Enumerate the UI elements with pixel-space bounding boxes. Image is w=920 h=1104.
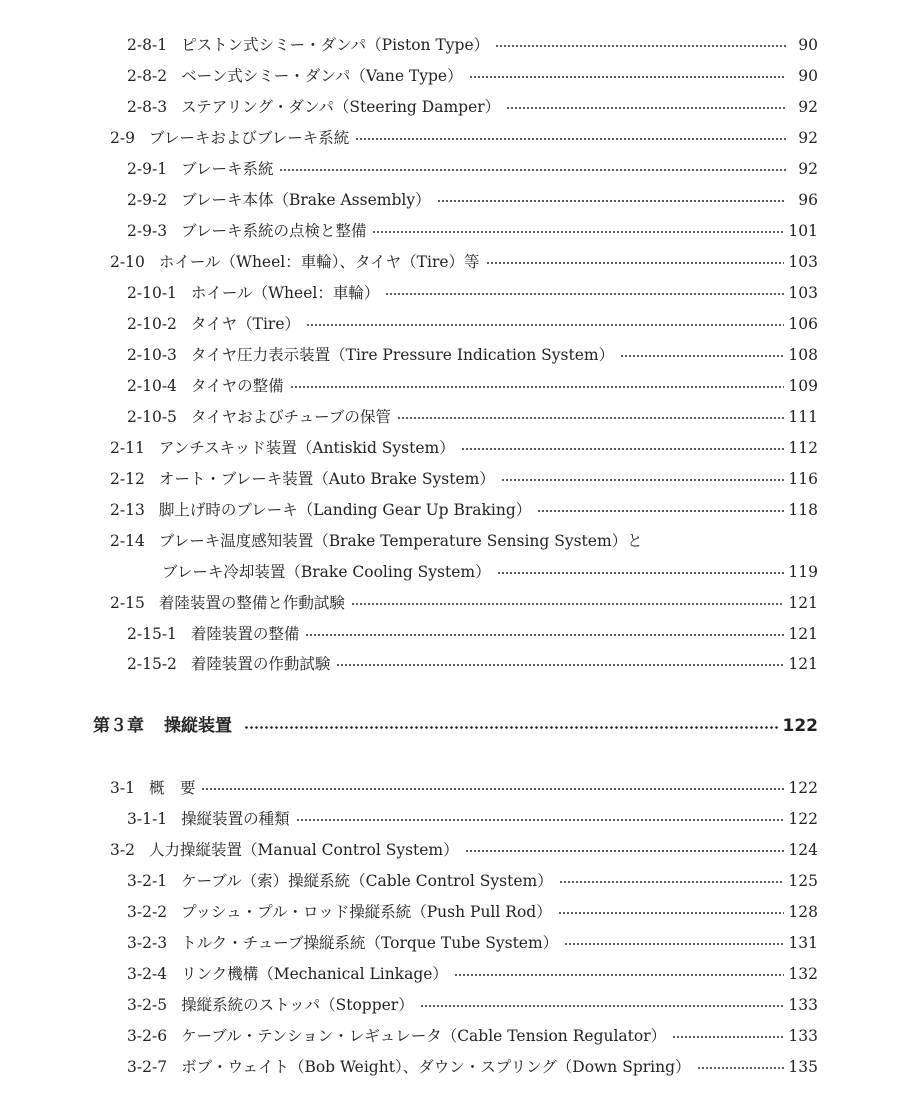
toc-entry bbox=[0, 591, 920, 615]
dot-leader bbox=[620, 355, 784, 357]
dot-leader bbox=[697, 1067, 785, 1069]
toc-entry bbox=[0, 776, 920, 800]
section-number: 2-12 bbox=[110, 470, 145, 488]
section-number: 2-13 bbox=[110, 501, 145, 519]
dot-leader bbox=[559, 881, 785, 883]
dot-leader bbox=[397, 417, 785, 419]
toc-entry-continuation bbox=[0, 560, 920, 584]
page-number: 124 bbox=[788, 841, 818, 859]
section-title: ブレーキおよびブレーキ系統 bbox=[148, 129, 350, 147]
dot-leader bbox=[244, 726, 779, 729]
section-title: 脚上げ時のブレーキ（Landing Gear Up Braking） bbox=[158, 501, 532, 519]
page-number: 92 bbox=[798, 98, 818, 116]
section-title: ブレーキ温度感知装置（Brake Temperature Sensing System）と bbox=[158, 532, 643, 550]
section-title: ホイール（Wheel：車輪）、タイヤ（Tire）等 bbox=[158, 253, 480, 271]
toc-entry bbox=[0, 281, 920, 305]
section-number: 2-10 bbox=[110, 253, 145, 271]
toc-entry bbox=[0, 993, 920, 1017]
section-title: 人力操縦装置（Manual Control System） bbox=[148, 841, 459, 859]
section-title: 操縦系統のストッパ（Stopper） bbox=[181, 996, 414, 1014]
page-number: 122 bbox=[788, 810, 818, 828]
dot-leader bbox=[461, 448, 785, 450]
section-number: 2-9-1 bbox=[127, 160, 168, 178]
dot-leader bbox=[506, 107, 786, 109]
section-number: 2-8-3 bbox=[127, 98, 168, 116]
toc-entry bbox=[0, 529, 920, 553]
page-number: 131 bbox=[788, 934, 818, 952]
page-number: 121 bbox=[788, 594, 818, 612]
page-number: 125 bbox=[788, 872, 818, 890]
toc-entry bbox=[0, 436, 920, 460]
section-title: プッシュ・プル・ロッド操縦系統（Push Pull Rod） bbox=[181, 903, 552, 921]
section-number: 2-9 bbox=[110, 129, 135, 147]
page-number: 92 bbox=[798, 129, 818, 147]
toc-entry bbox=[0, 343, 920, 367]
section-title: ベーン式シミー・ダンパ（Vane Type） bbox=[181, 67, 463, 85]
section-title: トルク・チューブ操縦系統（Torque Tube System） bbox=[181, 934, 559, 952]
section-number: 3-1 bbox=[110, 779, 135, 797]
section-title: ホイール（Wheel：車輪） bbox=[190, 284, 380, 302]
section-number: 2-10-2 bbox=[127, 315, 177, 333]
toc-entry bbox=[0, 1055, 920, 1079]
section-number: 2-8-2 bbox=[127, 67, 168, 85]
section-title: ケーブル（索）操縦系統（Cable Control System） bbox=[181, 872, 553, 890]
page-number: 121 bbox=[788, 625, 818, 643]
dot-leader bbox=[290, 386, 785, 388]
section-title: ピストン式シミー・ダンパ（Piston Type） bbox=[181, 36, 490, 54]
section-number: 3-2-7 bbox=[127, 1058, 168, 1076]
toc-entry bbox=[0, 622, 920, 646]
dot-leader bbox=[501, 479, 785, 481]
dot-leader bbox=[495, 45, 786, 47]
page-number: 118 bbox=[788, 501, 818, 519]
toc-entry bbox=[0, 900, 920, 924]
page-number: 103 bbox=[788, 284, 818, 302]
toc-entry bbox=[0, 95, 920, 119]
section-title: ブレーキ系統の点検と整備 bbox=[181, 222, 367, 240]
section-number: 3-2 bbox=[110, 841, 135, 859]
toc-entry bbox=[0, 467, 920, 491]
dot-leader bbox=[306, 324, 784, 326]
dot-leader bbox=[564, 943, 784, 945]
toc-entry bbox=[0, 312, 920, 336]
section-title: アンチスキッド装置（Antiskid System） bbox=[158, 439, 455, 457]
section-number: 2-15-1 bbox=[127, 625, 177, 643]
toc-entry bbox=[0, 374, 920, 398]
toc-entry bbox=[0, 157, 920, 181]
dot-leader bbox=[486, 262, 785, 264]
toc-entry bbox=[0, 652, 920, 676]
section-number: 2-10-3 bbox=[127, 346, 177, 364]
dot-leader bbox=[336, 664, 784, 666]
toc-entry bbox=[0, 219, 920, 243]
dot-leader bbox=[385, 293, 784, 295]
page-number: 109 bbox=[788, 377, 818, 395]
dot-leader bbox=[296, 819, 785, 821]
section-number: 3-2-6 bbox=[127, 1027, 168, 1045]
page-number: 133 bbox=[788, 996, 818, 1014]
toc-entry bbox=[0, 64, 920, 88]
page-number: 101 bbox=[788, 222, 818, 240]
page-number: 133 bbox=[788, 1027, 818, 1045]
dot-leader bbox=[305, 634, 784, 636]
section-title: 着陸装置の作動試験 bbox=[190, 655, 331, 673]
toc-entry bbox=[0, 869, 920, 893]
section-number: 2-10-4 bbox=[127, 377, 177, 395]
page-number: 128 bbox=[788, 903, 818, 921]
toc-entry bbox=[0, 838, 920, 862]
page-number: 132 bbox=[788, 965, 818, 983]
chapter-heading bbox=[0, 714, 920, 738]
page-number: 111 bbox=[788, 408, 818, 426]
section-number: 2-8-1 bbox=[127, 36, 168, 54]
dot-leader bbox=[372, 231, 784, 233]
section-title: ブレーキ系統 bbox=[181, 160, 274, 178]
page-number: 116 bbox=[788, 470, 818, 488]
dot-leader bbox=[672, 1036, 784, 1038]
section-number: 2-15 bbox=[110, 594, 145, 612]
toc-entry bbox=[0, 931, 920, 955]
page-number: 119 bbox=[788, 563, 818, 581]
section-number: 2-11 bbox=[110, 439, 145, 457]
section-number: 3-2-1 bbox=[127, 872, 168, 890]
section-title: ボブ・ウェイト（Bob Weight）、ダウン・スプリング（Down Spring） bbox=[181, 1058, 691, 1076]
toc-entry bbox=[0, 1024, 920, 1048]
section-title: タイヤ圧力表示装置（Tire Pressure Indication System） bbox=[190, 346, 615, 364]
toc-entry bbox=[0, 498, 920, 522]
dot-leader bbox=[351, 603, 785, 605]
section-number: 3-1-1 bbox=[127, 810, 168, 828]
page-number: 92 bbox=[798, 160, 818, 178]
chapter-number: 第３章 bbox=[93, 716, 144, 736]
dot-leader bbox=[497, 572, 785, 574]
section-number: 2-15-2 bbox=[127, 655, 177, 673]
dot-leader bbox=[279, 169, 786, 171]
page-number: 122 bbox=[782, 716, 818, 736]
section-title: ケーブル・テンション・レギュレータ（Cable Tension Regulator） bbox=[181, 1027, 667, 1045]
section-title: タイヤ（Tire） bbox=[190, 315, 300, 333]
dot-leader bbox=[201, 788, 784, 790]
section-number: 3-2-4 bbox=[127, 965, 168, 983]
section-title: ブレーキ本体（Brake Assembly） bbox=[181, 191, 431, 209]
toc-entry bbox=[0, 962, 920, 986]
page-number: 122 bbox=[788, 779, 818, 797]
toc-entry bbox=[0, 250, 920, 274]
dot-leader bbox=[558, 912, 785, 914]
page-number: 112 bbox=[788, 439, 818, 457]
section-number: 2-10-1 bbox=[127, 284, 177, 302]
section-title: オート・ブレーキ装置（Auto Brake System） bbox=[158, 470, 495, 488]
section-number: 2-14 bbox=[110, 532, 145, 550]
page-number: 96 bbox=[798, 191, 818, 209]
toc-entry bbox=[0, 188, 920, 212]
toc-entry bbox=[0, 405, 920, 429]
section-number: 3-2-3 bbox=[127, 934, 168, 952]
page-number: 108 bbox=[788, 346, 818, 364]
section-number: 2-9-3 bbox=[127, 222, 168, 240]
section-number: 3-2-5 bbox=[127, 996, 168, 1014]
section-title: 着陸装置の整備と作動試験 bbox=[158, 594, 345, 612]
dot-leader bbox=[537, 510, 784, 512]
dot-leader bbox=[420, 1005, 785, 1007]
section-title: タイヤおよびチューブの保管 bbox=[190, 408, 391, 426]
section-title: 概 要 bbox=[148, 779, 196, 797]
toc-entry bbox=[0, 33, 920, 57]
section-title: リンク機構（Mechanical Linkage） bbox=[181, 965, 448, 983]
toc-entry bbox=[0, 126, 920, 150]
dot-leader bbox=[465, 850, 785, 852]
dot-leader bbox=[469, 76, 786, 78]
section-title: タイヤの整備 bbox=[190, 377, 284, 395]
page-number: 106 bbox=[788, 315, 818, 333]
toc-entry bbox=[0, 807, 920, 831]
section-number: 2-9-2 bbox=[127, 191, 168, 209]
chapter-title: 操縦装置 bbox=[164, 716, 232, 736]
page-number: 121 bbox=[788, 655, 818, 673]
section-title: ステアリング・ダンパ（Steering Damper） bbox=[181, 98, 501, 116]
section-title: 操縦装置の種類 bbox=[181, 810, 290, 828]
section-number: 2-10-5 bbox=[127, 408, 177, 426]
section-number: 3-2-2 bbox=[127, 903, 168, 921]
dot-leader bbox=[355, 138, 786, 140]
page-number: 135 bbox=[788, 1058, 818, 1076]
page-number: 103 bbox=[788, 253, 818, 271]
dot-leader bbox=[437, 200, 786, 202]
dot-leader bbox=[454, 974, 784, 976]
page-number: 90 bbox=[798, 36, 818, 54]
section-title: 着陸装置の整備 bbox=[190, 625, 300, 643]
section-title: ブレーキ冷却装置（Brake Cooling System） bbox=[162, 563, 491, 581]
page-number: 90 bbox=[798, 67, 818, 85]
